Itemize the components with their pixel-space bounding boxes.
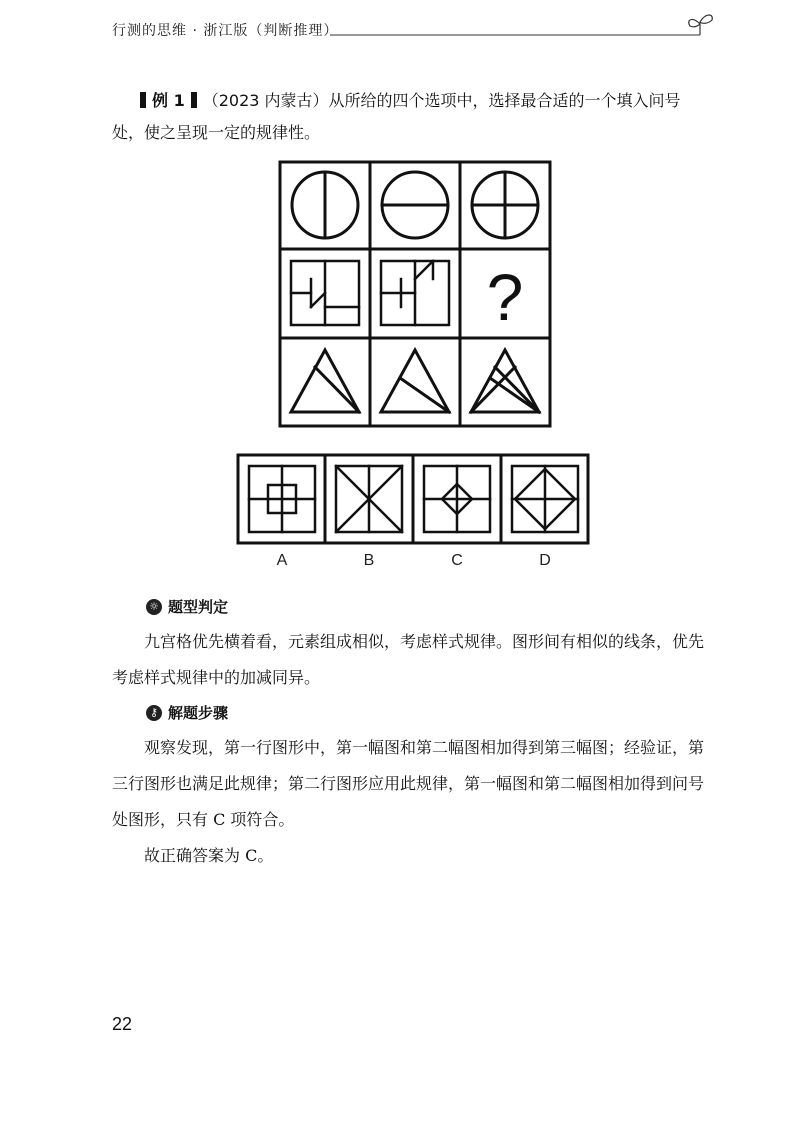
answer-line: 故正确答案为 C。 — [144, 846, 274, 865]
section-title: 解题步骤 — [168, 704, 229, 722]
section-title: 题型判定 — [168, 598, 229, 616]
paragraph-line: 三行图形也满足此规律；第二行图形应用此规律，第一幅图和第二幅图相加得到问号 — [112, 774, 705, 793]
example-source: （2023 内蒙古） — [202, 91, 329, 110]
question-mark: ? — [486, 260, 524, 334]
circle-vertical-line — [292, 172, 358, 238]
sun-icon: ☼ — [146, 599, 162, 615]
option-label-c: C — [451, 552, 463, 569]
triangle-pattern-2 — [381, 350, 449, 412]
option-label-d: D — [539, 552, 551, 569]
option-label-b: B — [363, 552, 375, 569]
section-steps-paragraph — [112, 730, 724, 838]
header-title: 行测的思维 · 浙江版（判断推理） — [112, 23, 339, 39]
question-line-2: 处，使之呈现一定的规律性。 — [112, 123, 321, 142]
option-c-figure — [424, 466, 490, 532]
square-pattern-1 — [291, 261, 359, 325]
section-type-paragraph — [112, 624, 724, 696]
paragraph-line: 处图形，只有 C 项符合。 — [112, 810, 295, 829]
section-heading-type — [146, 596, 228, 617]
example-tag: 例 1 — [152, 91, 185, 110]
option-d-figure — [512, 466, 578, 532]
paragraph-line: 九宫格优先横着看，元素组成相似，考虑样式规律。图形间有相似的线条，优先 — [144, 632, 705, 651]
paragraph-line: 考虑样式规律中的加减同异。 — [112, 668, 321, 687]
option-label-a: A — [276, 552, 288, 569]
question-line-1: 从所给的四个选项中，选择最合适的一个填入问号 — [328, 91, 681, 110]
section-heading-steps — [146, 702, 228, 723]
page-number: 22 — [112, 1014, 133, 1034]
triangle-pattern-3 — [471, 350, 539, 412]
circle-horizontal-line — [382, 172, 448, 238]
option-a-figure — [249, 466, 315, 532]
circle-cross-lines — [472, 172, 538, 238]
option-b-figure — [336, 466, 402, 532]
paragraph-line: 观察发现，第一行图形中，第一幅图和第二幅图相加得到第三幅图；经验证，第 — [144, 738, 705, 757]
triangle-pattern-1 — [291, 350, 359, 412]
key-icon: ⚷ — [146, 705, 162, 721]
square-pattern-2 — [381, 261, 449, 325]
